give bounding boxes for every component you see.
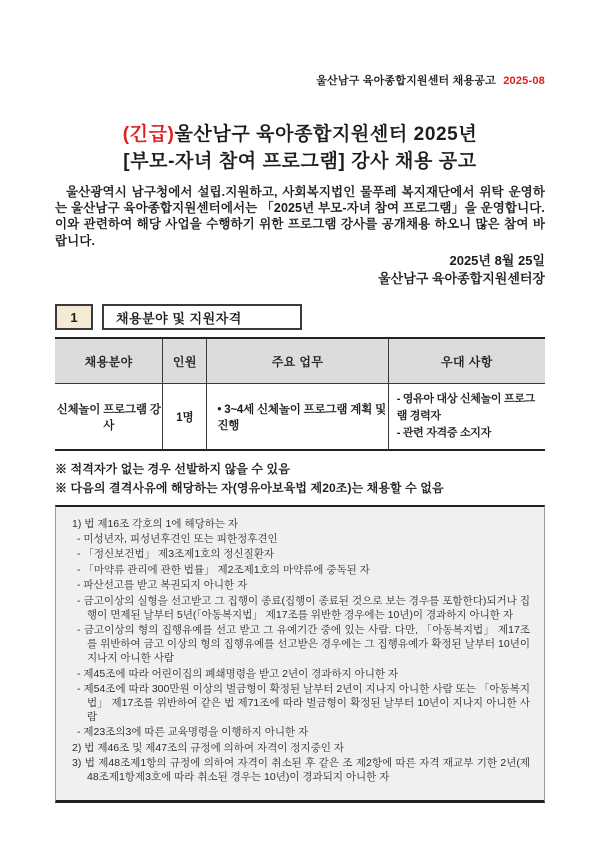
section-1-header	[55, 304, 545, 330]
title-line-2: [부모-자녀 참여 프로그램] 강사 채용 공고	[123, 150, 477, 172]
notes-block	[55, 460, 545, 497]
recruitment-table	[55, 337, 545, 451]
notice-number: 2025-08	[503, 75, 545, 87]
col-header-duties: 주요 업무	[207, 338, 388, 383]
cell-duties: • 3~4세 신체놀이 프로그램 계획 및 진행	[207, 383, 388, 450]
table-header-row	[55, 338, 545, 383]
title-line-1-text: 울산남구 육아종합지원센터 2025년	[174, 124, 478, 145]
disqualification-line: - 「정신보건법」 제3조제1호의 정신질환자	[77, 548, 275, 561]
disqualification-line: - 미성년자, 피성년후견인 또는 피한정후견인	[77, 532, 278, 545]
cell-headcount: 1명	[163, 383, 207, 450]
disqualification-line: - 「마약류 관리에 관한 법률」 제2조제1호의 마약류에 중독된 자	[77, 563, 370, 576]
page-title	[55, 122, 545, 176]
doc-header-label: 울산남구 육아종합지원센터 채용공고	[316, 75, 496, 87]
note-line-1: ※ 적격자가 없는 경우 선발하지 않을 수 있음	[55, 462, 290, 477]
disqualification-line: - 금고이상의 형의 집행유예를 선고 받고 그 유예기간 중에 있는 사람. 다만, 「아동복지법」 제17조를 위반하여 금고 이상의 형의 집행유예를 선고받은 경우에는 그 집행유예가 확정된 날부터 10년이 지나지 아니한 사람	[77, 624, 530, 665]
notice-date: 2025년 8월 25일	[449, 252, 545, 268]
title-line-1	[55, 122, 545, 149]
table-row	[55, 383, 545, 450]
disqualification-line: - 제23조의3에 따른 교육명령을 이행하지 아니한 자	[77, 726, 309, 739]
disqualification-line: - 금고이상의 실형을 선고받고 그 집행이 종료(집행이 종료된 것으로 보는 경우를 포함한다)되거나 집행이 면제된 날부터 5년(「아동복지법」 제17조를 위반한 경우에는 10년)이 경과하지 아니한 자	[77, 594, 530, 621]
disqualification-line: - 제54조에 따라 300만원 이상의 벌금형이 확정된 날부터 2년이 지나지 아니한 사람 또는 「아동복지법」 제17조를 위반하여 같은 법 제71조에 따라 벌금형이 확정된 날부터 10년이 지나지 아니한 사람	[77, 682, 530, 723]
preferred-line: - 관련 자격증 소지자	[396, 427, 491, 440]
disqualification-line: - 제45조에 따라 어린이집의 폐쇄명령을 받고 2년이 경과하지 아니한 자	[77, 667, 399, 680]
section-number-badge: 1	[55, 304, 93, 330]
col-header-field: 채용분야	[55, 338, 163, 383]
preferred-line: - 영유아 대상 신체놀이 프로그램 경력자	[396, 392, 535, 423]
cell-field: 신체놀이 프로그램 강사	[56, 403, 161, 432]
disqualification-line: 3) 법 제48조제1항의 규정에 의하여 자격이 취소된 후 같은 조 제2항에 따른 자격 재교부 기한 2년(제48조제1항제3호에 따라 취소된 경우는 10년)이 경과되지 아니한 자	[72, 757, 530, 784]
cell-preferred	[388, 383, 545, 450]
section-title: 채용분야 및 지원자격	[102, 304, 302, 330]
disqualification-line: 1) 법 제16조 각호의 1에 해당하는 자	[72, 517, 239, 530]
disqualification-box	[55, 505, 545, 803]
intro-paragraph: 울산광역시 남구청에서 설립.지원하고, 사회복지법인 물푸레 복지재단에서 위탁 운영하는 울산남구 육아종합지원센터에서는 「2025년 부모-자녀 참여 프로그램」을 운영합니다. 이와 관련하여 해당 사업을 수행하기 위한 프로그램 강사를 공개채용 하오니 많은 참여 바랍니다.	[55, 184, 545, 248]
disqualification-line: - 파산선고를 받고 복권되지 아니한 자	[77, 579, 248, 592]
urgent-tag: (긴급)	[122, 124, 175, 145]
doc-header	[55, 72, 545, 88]
note-line-2: ※ 다음의 결격사유에 해당하는 자(영유아보육법 제20조)는 채용할 수 없음	[55, 480, 444, 495]
col-header-headcount: 인원	[163, 338, 207, 383]
date-signature-block	[55, 252, 545, 288]
disqualification-line: 2) 법 제46조 및 제47조의 규정에 의하여 자격이 정지중인 자	[72, 741, 344, 754]
signer-title: 울산남구 육아종합지원센터장	[378, 271, 545, 287]
col-header-preferred: 우대 사항	[388, 338, 545, 383]
